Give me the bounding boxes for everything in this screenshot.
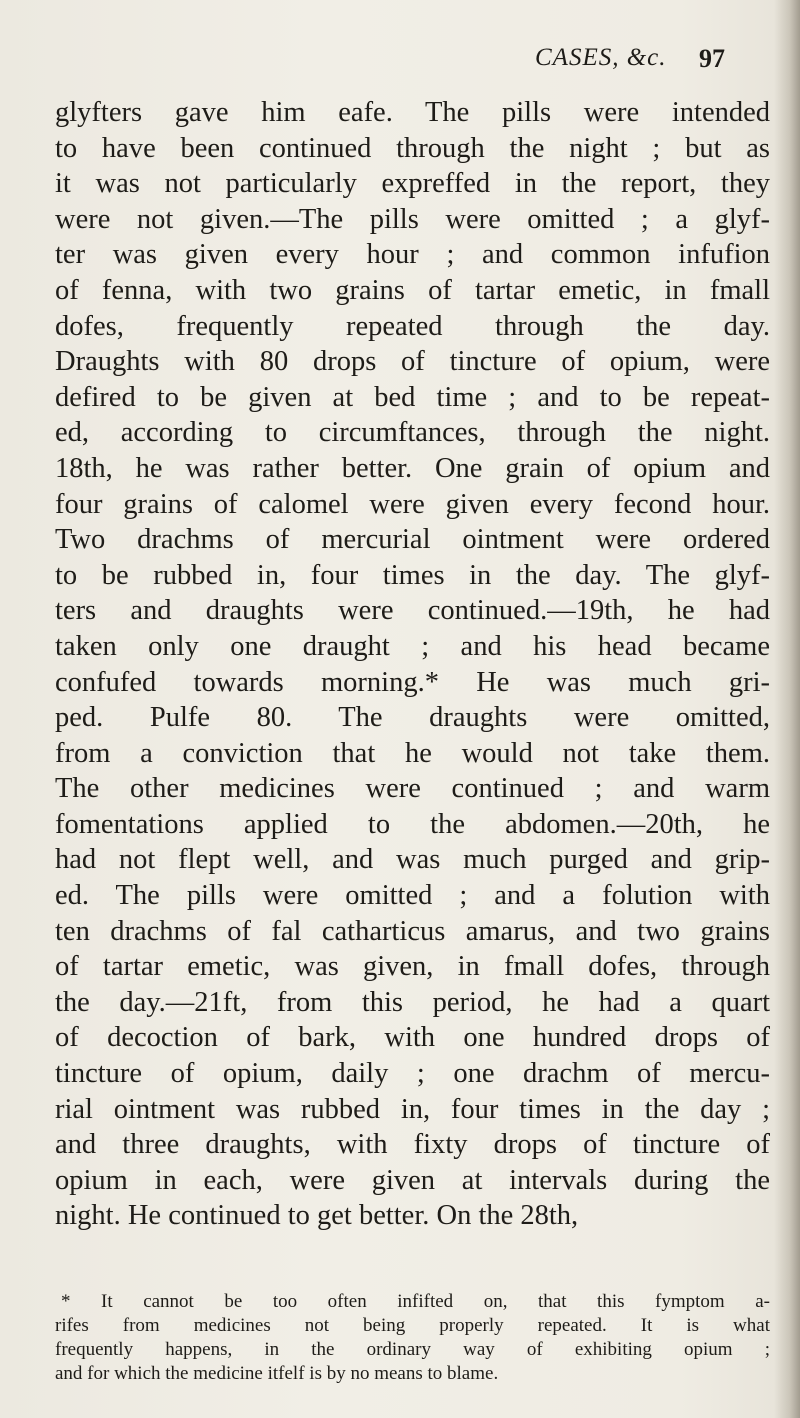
text-line: of fenna, with two grains of tartar emetic, in fmall <box>55 274 770 306</box>
text-line: ten drachms of fal catharticus amarus, and two grains <box>55 915 770 947</box>
text-line: fomentations applied to the abdomen.—20th, he <box>55 808 770 840</box>
footnote-line: rifes from medicines not being properly repeated. It is what <box>55 1315 770 1336</box>
text-line: Two drachms of mercurial ointment were ordered <box>55 524 770 556</box>
text-line: of tartar emetic, was given, in fmall dofes, through <box>55 951 770 983</box>
text-line: defired to be given at bed time ; and to be repeat- <box>55 381 770 413</box>
footnote <box>55 1290 770 1386</box>
text-line: tincture of opium, daily ; one drachm of mercu- <box>55 1058 770 1090</box>
footnote-line: and for which the medicine itfelf is by no means to blame. <box>55 1363 499 1384</box>
body-text <box>55 95 770 1234</box>
text-line: confufed towards morning.* He was much gri- <box>55 666 770 698</box>
footnote-line: * It cannot be too often infifted on, that this fymptom a- <box>61 1291 770 1312</box>
text-line: The other medicines were continued ; and warm <box>55 773 770 805</box>
text-line: dofes, frequently repeated through the day. <box>55 310 770 342</box>
text-line: ter was given every hour ; and common infufion <box>55 239 770 271</box>
page-number: 97 <box>699 44 725 73</box>
text-line: rial ointment was rubbed in, four times in the day ; <box>55 1093 770 1125</box>
running-head-title: CASES, &c. <box>535 44 667 71</box>
text-line: glyfters gave him eafe. The pills were intended <box>55 97 770 128</box>
text-line: four grains of calomel were given every fecond hour. <box>55 488 770 520</box>
text-line: ed, according to circumftances, through the night. <box>55 417 770 449</box>
text-line: and three draughts, with fixty drops of tincture of <box>55 1129 770 1161</box>
running-head <box>95 44 725 76</box>
text-line: ped. Pulfe 80. The draughts were omitted, <box>55 702 770 734</box>
text-line: ters and draughts were continued.—19th, he had <box>55 595 770 627</box>
text-line: taken only one draught ; and his head became <box>55 630 770 662</box>
text-line: Draughts with 80 drops of tincture of opium, were <box>55 346 770 378</box>
text-line: night. He continued to get better. On the 28th, <box>55 1200 579 1232</box>
page-edge-shadow <box>774 0 800 1418</box>
text-line: ed. The pills were omitted ; and a folution with <box>55 880 770 912</box>
text-line: to be rubbed in, four times in the day. The glyf- <box>55 559 770 591</box>
text-line: of decoction of bark, with one hundred drops of <box>55 1022 770 1054</box>
footnote-line: frequently happens, in the ordinary way of exhibiting opium ; <box>55 1339 770 1360</box>
text-line: from a conviction that he would not take them. <box>55 737 770 769</box>
text-line: were not given.—The pills were omitted ; a glyf- <box>55 203 770 235</box>
text-line: to have been continued through the night ; but as <box>55 132 770 164</box>
text-line: 18th, he was rather better. One grain of opium and <box>55 452 770 484</box>
text-line: opium in each, were given at intervals during the <box>55 1164 770 1196</box>
text-line: had not flept well, and was much purged and grip- <box>55 844 770 876</box>
text-line: it was not particularly expreffed in the report, they <box>55 168 770 200</box>
text-line: the day.—21ft, from this period, he had a quart <box>55 986 770 1018</box>
